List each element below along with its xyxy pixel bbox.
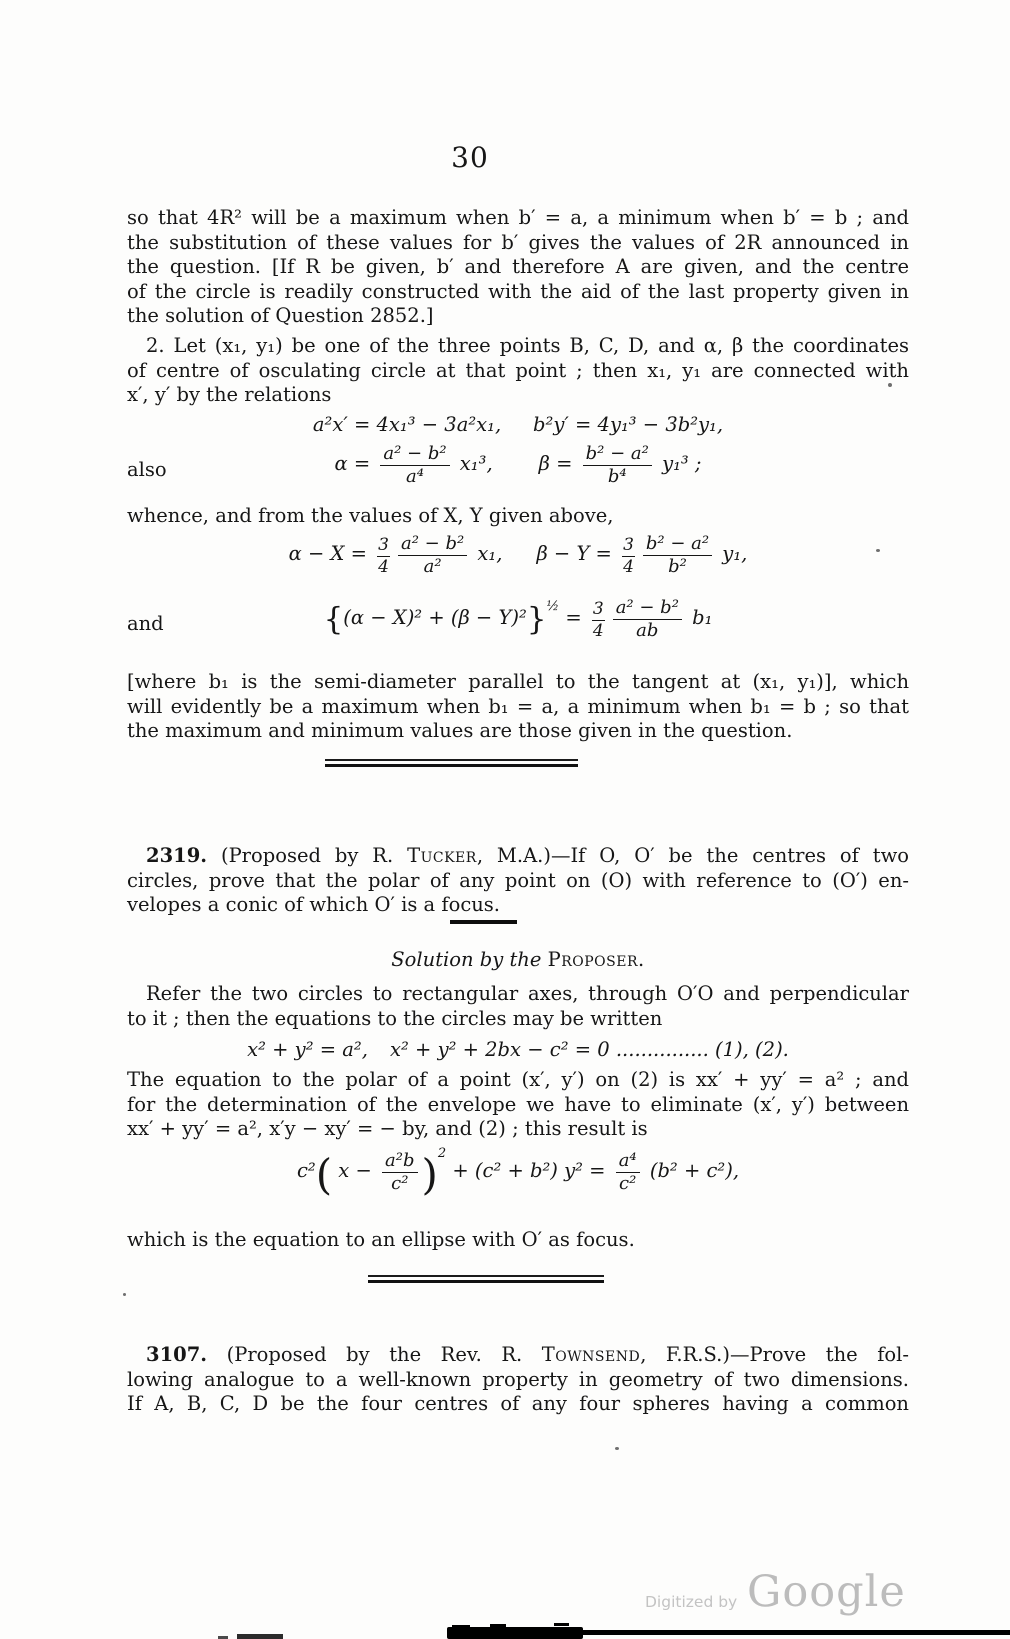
fraction: $\frac{\text{a⁴}}{\text{c²}}$ [616,1151,640,1194]
scan-artifact [554,1623,569,1626]
text-line: of centre of osculating circle at that point ; then x₁, y₁ are connected with [127,358,909,382]
fraction: $\frac{3}{4}$ [378,535,389,577]
question-3107 [127,1343,909,1417]
equation-body [127,1146,909,1199]
exponent-half: ½ [546,598,560,614]
equation-body [127,598,909,641]
equals-sign: = [559,605,588,629]
text-line: so that 4R² will be a maximum when b′ = a, a minimum when b′ = b ; and [127,206,909,229]
proposer-name: Townsend [541,1343,641,1366]
equation-circles [127,1038,909,1061]
text-line: which is the equation to an ellipse with O′ as focus. [127,1228,635,1251]
page-number: 30 [451,141,489,174]
paragraph-4r2-maximum [127,206,909,329]
eq-inner: (α − X)² + (β − Y)² [343,605,527,629]
question-text: , M.A.)—If O, O′ be the centres of two [476,844,909,867]
ink-speck [888,383,892,387]
question-number: 2319. [146,844,208,867]
section-divider-double-rule [368,1275,604,1283]
fraction: $\frac{\text{a² − b²}}{\text{a²}}$ [398,534,467,577]
text-line: [where b₁ is the semi-diameter parallel to the tangent at (x₁, y₁)], which [127,670,909,693]
text-line: circles, prove that the polar of any point on (O) with reference to (O′) en- [127,868,909,892]
scan-artifact-blob [447,1627,583,1639]
eq-lhs: α = [334,451,377,475]
eq-lhs: α − X = [288,541,374,565]
fraction: $\frac{\text{a² − b²}}{ab}$ [613,598,682,641]
ink-speck [123,1293,126,1296]
scan-artifact [237,1634,283,1639]
text-line: to it ; then the equations to the circles may be written [127,1006,663,1030]
text-line: of the circle is readily constructed with the aid of the last property given in [127,279,909,303]
scan-artifact-edge-line [575,1630,1010,1635]
fraction: $\frac{\text{a²b}}{\text{c²}}$ [382,1151,417,1194]
text-line: lowing analogue to a well-known property in geometry of two dimensions. [127,1367,909,1391]
equation-label-also: also [127,458,167,481]
text-line: Refer the two circles to rectangular axes, through O′O and perpendicular [146,982,909,1005]
heading-italic-text: Solution by the [391,948,548,971]
equation-alpha-minus-x [127,534,909,577]
text-line: for the determination of the envelope we have to eliminate (x′, y′) between [127,1092,909,1116]
rule-line [368,1275,604,1277]
eq-rhs: b₁ [685,605,713,629]
fraction: $\frac{\text{a² − b²}}{\text{a⁴}}$ [380,444,449,487]
eq-rhs: x₁, [471,541,503,565]
eq-rhs: y₁, [716,541,748,565]
short-rule-divider [450,920,517,924]
equation-distance [127,598,909,641]
equation-alpha-beta [127,444,909,487]
text-line [127,1343,909,1368]
paragraph-refer-circles [127,982,909,1031]
eq-pre: c² [296,1159,316,1182]
heading-proposer: Proposer. [547,948,645,971]
eq-lhs: β = [538,451,579,475]
eq-inner: x − [332,1159,379,1182]
close-paren: ) [421,1149,438,1199]
question-2319 [127,844,909,918]
close-brace: } [526,601,547,638]
proposer-name: Tucker [407,844,477,867]
section-divider-double-rule [325,759,578,767]
equation-text: a²x′ = 4x₁³ − 3a²x₁, b²y′ = 4y₁³ − 3b²y₁, [312,413,724,436]
text-line: the maximum and minimum values are those given in the question. [127,719,793,743]
digitized-by-label: Digitized by [645,1593,738,1611]
question-text: , F.R.S.)—Prove the fol- [640,1343,909,1366]
text-line: If A, B, C, D be the four centres of any four spheres having a common [127,1392,909,1416]
open-brace: { [323,601,344,638]
text-line: whence, and from the values of X, Y given above, [127,504,614,527]
ink-speck [876,549,880,552]
eq-rhs: (b² + c²), [643,1159,740,1182]
text-line: The equation to the polar of a point (x′, y′) on (2) is xx′ + yy′ = a² ; and [127,1068,909,1091]
eq-rhs: x₁³, [453,451,493,475]
rule-line [325,759,578,761]
eq-lhs: β − Y = [536,541,619,565]
text-line: velopes a conic of which O′ is a focus. [127,893,501,917]
fraction: $\frac{\text{b² − a²}}{\text{b²}}$ [643,534,712,577]
equation-text: x² + y² = a², x² + y² + 2bx − c² = 0 ............... (1), (2). [247,1038,789,1061]
text-line: xx′ + yy′ = a², x′y − xy′ = − by, and (2) ; this result is [127,1117,648,1141]
paragraph-polar [127,1068,909,1142]
paragraph-where-b1 [127,670,909,744]
eq-rhs: y₁³ ; [655,451,702,475]
google-logo-text: Google [747,1567,906,1617]
fraction: $\frac{3}{4}$ [592,599,604,641]
fraction: $\frac{\text{b² − a²}}{\text{b⁴}}$ [583,444,652,487]
paragraph-let-x1y1 [127,334,909,408]
text-line: the substitution of these values for b′ gives the values of 2R announced in [127,230,909,254]
rule-line [325,764,578,767]
equation-ellipse [127,1146,909,1199]
open-paren: ( [315,1149,333,1199]
ink-speck [615,1447,619,1450]
text-line: 2. Let (x₁, y₁) be one of the three points B, C, D, and α, β the coordinates [146,334,909,357]
fraction: $\frac{3}{4}$ [623,535,634,577]
equation-cubic-relations [127,413,909,436]
text-line: the solution of Question 2852.] [127,304,434,328]
question-intro: (Proposed by R. [207,844,408,867]
solution-heading [127,948,909,971]
rule-line [368,1280,604,1283]
equation-body [127,534,909,577]
question-intro: (Proposed by the Rev. R. [207,1343,542,1366]
text-line: the question. [If R be given, b′ and therefore A are given, and the centre [127,255,909,279]
exponent-two: 2 [437,1146,447,1161]
text-line: will evidently be a maximum when b₁ = a, a minimum when b₁ = b ; so that [127,694,909,718]
paragraph-which-is [127,1228,909,1253]
equation-label-and: and [127,612,164,635]
question-number: 3107. [146,1343,208,1366]
equation-body [127,444,909,487]
eq-mid: + (c² + b²) y² = [446,1159,612,1182]
text-line [127,844,909,869]
paragraph-whence [127,504,909,529]
text-line: x′, y′ by the relations [127,383,332,407]
